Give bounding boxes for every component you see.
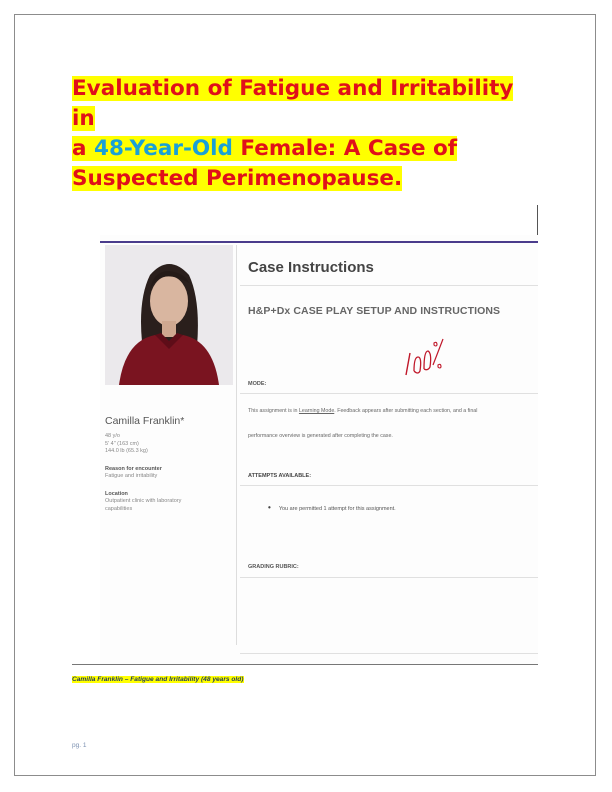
- learning-mode-link[interactable]: Learning Mode: [298, 408, 335, 414]
- screenshot-top-bar: [100, 241, 538, 243]
- patient-age: 48 y/o: [105, 433, 120, 439]
- page-number: pg. 1: [72, 742, 87, 749]
- mode-text-line-2: performance overview is generated after completing the case.: [248, 433, 393, 439]
- attempts-bullet: • You are permitted 1 attempt for this assignment.: [268, 503, 396, 512]
- mode-label: MODE:: [248, 381, 267, 387]
- patient-height: 5' 4" (163 cm): [105, 440, 139, 447]
- reason-value: Fatigue and irritability: [105, 473, 158, 479]
- patient-name: Camilla Franklin*: [105, 415, 185, 427]
- patient-photo: [105, 245, 233, 385]
- location-value: Outpatient clinic with laboratory capabilities: [105, 498, 182, 512]
- document-title: [72, 74, 542, 194]
- title-line-1: Evaluation of Fatigue and Irritability in: [72, 76, 514, 131]
- bullet-icon: •: [268, 503, 271, 512]
- patient-sidebar: [105, 415, 230, 513]
- bottom-rule: [240, 653, 538, 654]
- grading-label: GRADING RUBRIC:: [248, 564, 299, 570]
- attempts-label: ATTEMPTS AVAILABLE:: [248, 473, 312, 479]
- patient-weight: 144.0 lb (65.3 kg): [105, 448, 148, 454]
- location-label: Location: [105, 490, 128, 497]
- grading-rule: [240, 577, 538, 578]
- mode-text-line-1: This assignment is in Learning Mode. Feedback appears after submitting each section, and a final: [248, 408, 478, 414]
- case-instructions-heading: Case Instructions: [248, 259, 374, 276]
- heading-rule: [240, 285, 538, 286]
- title-age-highlight: 48-Year-Old: [94, 136, 233, 161]
- title-line-2: a 48-Year-Old Female: A Case of: [72, 136, 458, 161]
- embedded-screenshot: [100, 235, 538, 665]
- content-divider: [236, 245, 237, 645]
- mode-rule: [240, 393, 538, 394]
- attempts-rule: [240, 485, 538, 486]
- figure-caption: Camilla Franklin – Fatigue and Irritability (48 years old): [72, 676, 244, 683]
- title-line-3: Suspected Perimenopause.: [72, 166, 403, 191]
- reason-label: Reason for encounter: [105, 465, 162, 472]
- caption-rule: [72, 664, 538, 665]
- handwritten-score: [400, 335, 450, 386]
- setup-subheading: H&P+Dx CASE PLAY SETUP AND INSTRUCTIONS: [248, 305, 501, 317]
